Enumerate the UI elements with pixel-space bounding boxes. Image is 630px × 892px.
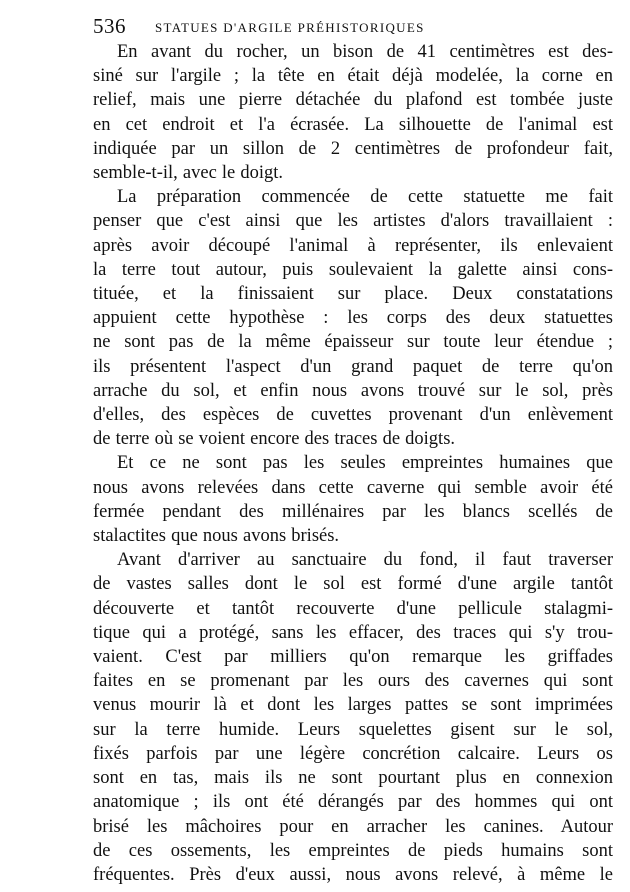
text-line: ne sont pas de la même épaisseur sur toute leur étendue ; [93, 332, 613, 353]
text-line: tituée, et la finissaient sur place. Deux constatations [93, 284, 613, 305]
text-line: En avant du rocher, un bison de 41 centimètres est des- [117, 42, 613, 62]
text-line: tique qui a protégé, sans les effacer, des traces qui s'y trou- [93, 622, 613, 643]
text-line: penser que c'est ainsi que les artistes d'alors travaillaient : [93, 211, 613, 232]
text-line: de ces ossements, les empreintes de pieds humains sont [93, 840, 613, 861]
text-line: nous avons relevées dans cette caverne qui semble avoir été [93, 477, 613, 498]
text-line: vaient. C'est par milliers qu'on remarque les griffades [93, 647, 613, 668]
text-line: indiquée par un sillon de 2 centimètres de profondeur fait, [93, 138, 613, 159]
paragraph [93, 40, 613, 185]
paragraph [93, 548, 613, 887]
text-line: fréquentes. Près d'eux aussi, nous avons relevé, à même le [93, 864, 613, 885]
page-header [93, 12, 613, 40]
text-line: ils présentent l'aspect d'un grand paquet de terre qu'on [93, 356, 613, 377]
text-line: relief, mais une pierre détachée du plafond est tombée juste [93, 90, 613, 111]
text-line: la terre tout autour, puis soulevaient la galette ainsi cons- [93, 259, 613, 280]
running-head: STATUES D'ARGILE PRÉHISTORIQUES [155, 20, 425, 35]
text-line: fermée pendant des millénaires par les blancs scellés de [93, 501, 613, 522]
text-line: venus mourir là et dont les larges pattes se sont imprimées [93, 695, 613, 716]
text-line: Et ce ne sont pas les seules empreintes humaines que [117, 453, 613, 474]
text-line: semble-t-il, avec le doigt. [93, 163, 284, 184]
text-line: brisé les mâchoires pour en arracher les canines. Autour [93, 816, 613, 837]
text-line: d'elles, des espèces de cuvettes provenant d'un enlèvement [93, 405, 613, 426]
page-number: 536 [93, 14, 126, 38]
text-line: de vastes salles dont le sol est formé d'une argile tantôt [93, 574, 613, 595]
text-line: découverte et tantôt recouverte d'une pellicule stalagmi- [93, 598, 613, 619]
text-line: sont en tas, mais ils ne sont pourtant plus en connexion [93, 768, 613, 789]
text-line: en cet endroit et l'a écrasée. La silhouette de l'animal est [93, 114, 613, 135]
text-line: faites en se promenant par les ours des cavernes qui sont [93, 671, 613, 692]
body-text [93, 40, 613, 887]
text-line: sur la terre humide. Leurs squelettes gisent sur le sol, [93, 719, 613, 740]
paragraph [93, 185, 613, 451]
text-line: appuient cette hypothèse : les corps des deux statuettes [93, 308, 613, 329]
text-line: siné sur l'argile ; la tête en était déjà modelée, la corne en [93, 66, 613, 87]
text-line: Avant d'arriver au sanctuaire du fond, il faut traverser [117, 550, 613, 571]
text-line: de terre où se voient encore des traces de doigts. [93, 429, 456, 450]
text-line: fixés parfois par une légère concrétion calcaire. Leurs os [93, 743, 613, 764]
text-line: stalactites que nous avons brisés. [93, 526, 340, 547]
paragraph [93, 451, 613, 548]
text-line: La préparation commencée de cette statuette me fait [117, 187, 613, 208]
text-line: après avoir découpé l'animal à représenter, ils enlevaient [93, 235, 613, 256]
text-line: arrache du sol, et enfin nous avons trouvé sur le sol, près [93, 380, 613, 401]
text-line: anatomique ; ils ont été dérangés par des hommes qui ont [93, 792, 613, 813]
